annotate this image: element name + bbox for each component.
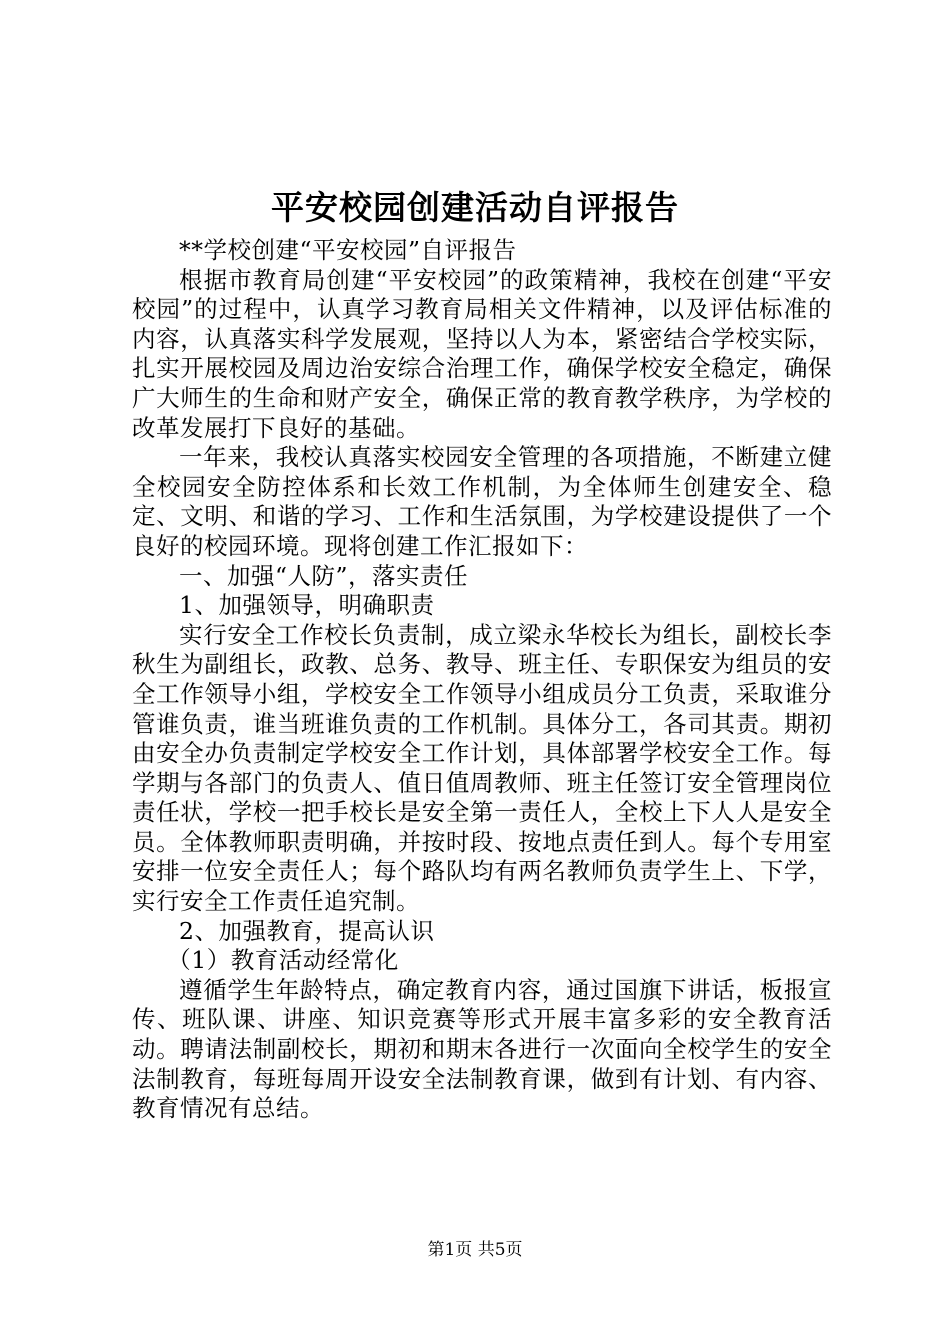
document-title: 平安校园创建活动自评报告 (271, 188, 679, 227)
item-heading: （1）教育活动经常化 (167, 946, 399, 975)
document-body (132, 236, 832, 1124)
subsection-heading: 2、加强教育，提高认识 (179, 916, 435, 945)
section-heading: 一、加强“人防”，落实责任 (179, 561, 469, 590)
body-paragraph: 遵循学生年龄特点，确定教育内容，通过国旗下讲话，板报宣传、班队课、讲座、知识竞赛等形式开展丰富多彩的安全教育活动。聘请法制副校长，期初和期末各进行一次面向全校学生的安全法制教育，每班每周开设安全法制教育课，做到有计划、有内容、教育情况有总结。 (132, 975, 832, 1123)
body-paragraph: 实行安全工作校长负责制，成立梁永华校长为组长，副校长李秋生为副组长，政教、总务、教导、班主任、专职保安为组员的安全工作领导小组，学校安全工作领导小组成员分工负责，采取谁分管谁负责，谁当班谁负责的工作机制。具体分工，各司其责。期初由安全办负责制定学校安全工作计划，具体部署学校安全工作。每学期与各部门的负责人、值日值周教师、班主任签订安全管理岗位责任状，学校一把手校长是安全第一责任人，全校上下人人是安全员。全体教师职责明确，并按时段、按地点责任到人。每个专用室安排一位安全责任人；每个路队均有两名教师负责学生上、下学，实行安全工作责任追究制。 (132, 620, 832, 916)
body-paragraph: 根据市教育局创建“平安校园”的政策精神，我校在创建“平安校园”的过程中，认真学习教育局相关文件精神，以及评估标准的内容，认真落实科学发展观，坚持以人为本，紧密结合学校实际，扎实开展校园及周边治安综合治理工作，确保学校安全稳定，确保广大师生的生命和财产安全，确保正常的教育教学秩序，为学校的改革发展打下良好的基础。 (132, 265, 832, 442)
page-footer: 第1页 共5页 (427, 1240, 523, 1260)
subsection-heading: 1、加强领导，明确职责 (179, 591, 435, 620)
body-paragraph: 一年来，我校认真落实校园安全管理的各项措施，不断建立健全校园安全防控体系和长效工作机制，为全体师生创建安全、稳定、文明、和谐的学习、工作和生活氛围，为学校建设提供了一个良好的校园环境。现将创建工作汇报如下： (132, 443, 832, 560)
report-subtitle: **学校创建“平安校园”自评报告 (179, 236, 517, 264)
